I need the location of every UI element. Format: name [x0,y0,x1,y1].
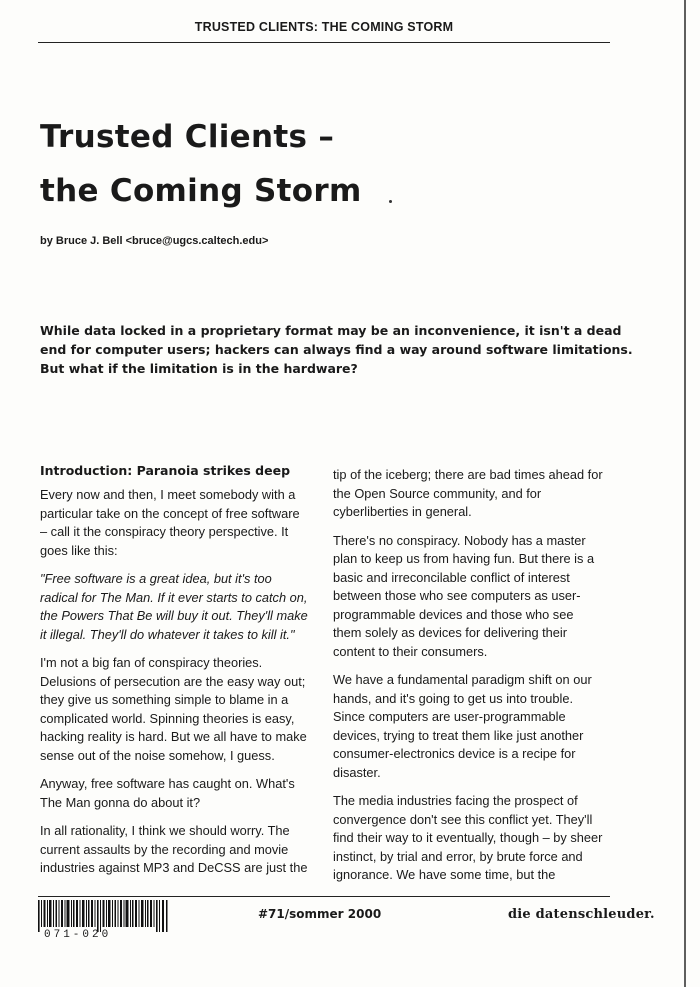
title-line-1: Trusted Clients – [40,119,335,155]
column-right [333,466,605,895]
body-paragraph: We have a fundamental paradigm shift on our hands, and it's going to get us into trouble. Since computers are user-programmable devices, trying to treat them like just another consumer-electronics device is a recipe for disaster. [333,672,592,780]
scan-edge-line [684,0,686,987]
body-paragraph: In all rationality, I think we should worry. The current assaults by the recording and movie industries against MP3 and DeCSS are just the [40,823,308,875]
body-paragraph: tip of the iceberg; there are bad times ahead for the Open Source community, and for cyberliberties in general. [333,467,603,519]
lead-paragraph: While data locked in a proprietary format may be an inconvenience, it isn't a dead end for computer users; hackers can always find a way around software limitations. But what if the limitation is in the hardware? [40,323,633,376]
body-paragraph: There's no conspiracy. Nobody has a master plan to keep us from having fun. But there is a basic and irreconcilable conflict of interest between those who see computers as user-programmable devices and those who see them solely as devices for delivering their content to their consumers. [333,532,595,659]
section-heading: Introduction: Paranoia strikes deep [40,463,291,478]
header-rule [38,42,610,43]
body-paragraph: The media industries facing the prospect of convergence don't see this conflict yet. They'll find their way to it eventually, though – by sheer instinct, by trial and error, by brute force and ignorance. We have some time, but the [333,793,603,882]
footer-rule [38,896,610,897]
byline: by Bruce J. Bell <bruce@ugcs.caltech.edu> [40,235,269,247]
barcode-number: 071-020 [44,929,112,941]
body-paragraph: Anyway, free software has caught on. What's The Man gonna do about it? [40,776,295,810]
article-title [40,110,362,218]
title-line-2: the Coming Storm [40,173,362,209]
quote-paragraph: "Free software is a great idea, but it's too radical for The Man. If it ever starts to catch on, the Powers That Be will buy it out. They'll make it illegal. They'll do whatever it takes to kill it." [40,571,308,642]
body-paragraph: I'm not a big fan of conspiracy theories. Delusions of persecution are the easy way out; they give us something simple to blame in a complicated world. Spinning theories is easy, hacking reality is hard. But we all have to make sense out of the noise somehow, I guess. [40,655,307,763]
issue-label: #71/sommer 2000 [258,907,382,921]
barcode-icon [38,900,170,932]
masthead-logo: die datenschleuder. [508,907,655,922]
scan-speck [389,200,392,203]
running-head: TRUSTED CLIENTS: THE COMING STORM [194,20,454,34]
column-left [40,462,310,888]
body-paragraph: Every now and then, I meet somebody with a particular take on the concept of free software – call it the conspiracy theory perspective. It goes like this: [40,487,300,558]
